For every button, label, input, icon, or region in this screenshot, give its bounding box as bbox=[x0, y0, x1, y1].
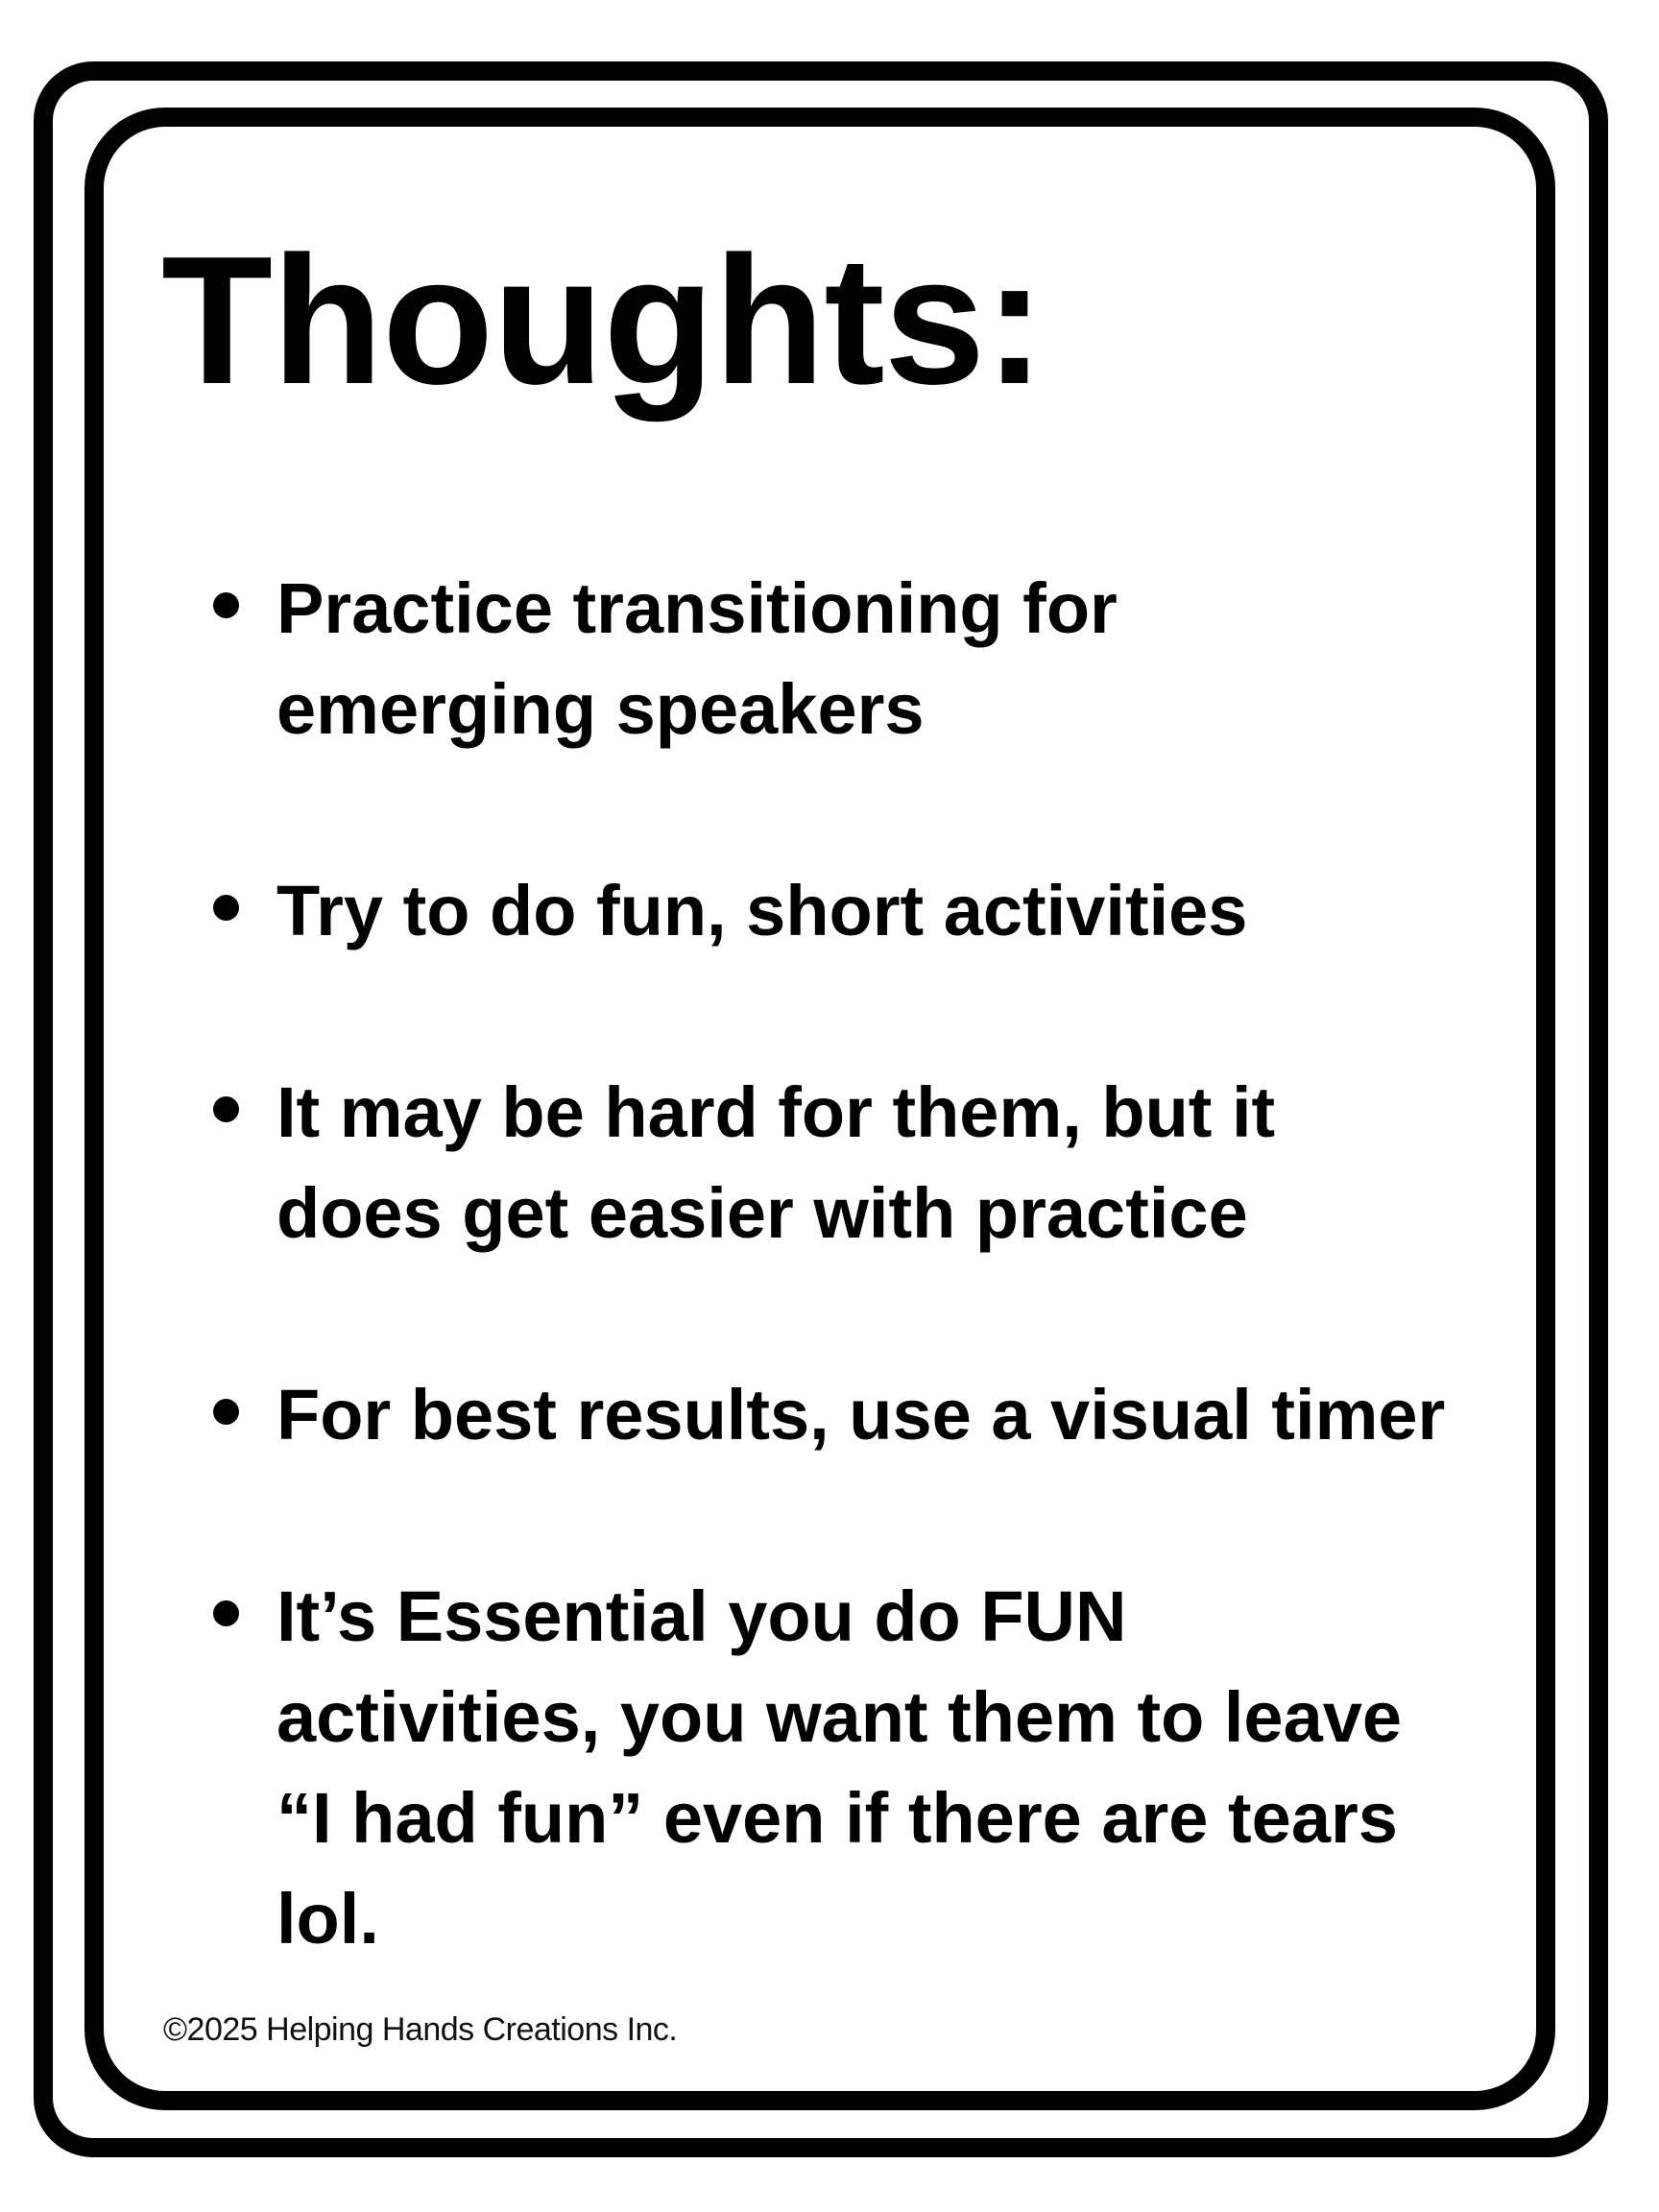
bullet-line: does get easier with practice bbox=[276, 1173, 1248, 1253]
list-item bbox=[213, 860, 1445, 961]
bullet-line: It’s Essential you do FUN bbox=[276, 1576, 1127, 1656]
page-title: Thoughts: bbox=[161, 219, 1045, 422]
bullet-dot-icon bbox=[213, 592, 239, 618]
bullet-line: Try to do fun, short activities bbox=[276, 871, 1248, 950]
bullet-line: Practice transitioning for bbox=[276, 568, 1118, 648]
bullet-line: lol. bbox=[276, 1879, 379, 1959]
bullet-line: It may be hard for them, but it bbox=[276, 1072, 1276, 1152]
bullet-line: For best results, use a visual timer bbox=[276, 1375, 1446, 1455]
bullet-dot-icon bbox=[213, 895, 239, 921]
list-item bbox=[213, 1062, 1445, 1263]
bullet-dot-icon bbox=[213, 1600, 239, 1626]
bullet-line: “I had fun” even if there are tears bbox=[276, 1778, 1398, 1858]
list-item bbox=[213, 1566, 1445, 1969]
bullet-dot-icon bbox=[213, 1399, 239, 1425]
list-item bbox=[213, 1364, 1445, 1465]
bullet-list bbox=[213, 558, 1445, 2070]
bullet-dot-icon bbox=[213, 1096, 239, 1122]
bullet-line: activities, you want them to leave bbox=[276, 1677, 1403, 1757]
copyright-text: ©2025 Helping Hands Creations Inc. bbox=[163, 2011, 678, 2048]
bullet-line: emerging speakers bbox=[276, 669, 925, 749]
list-item bbox=[213, 558, 1445, 759]
